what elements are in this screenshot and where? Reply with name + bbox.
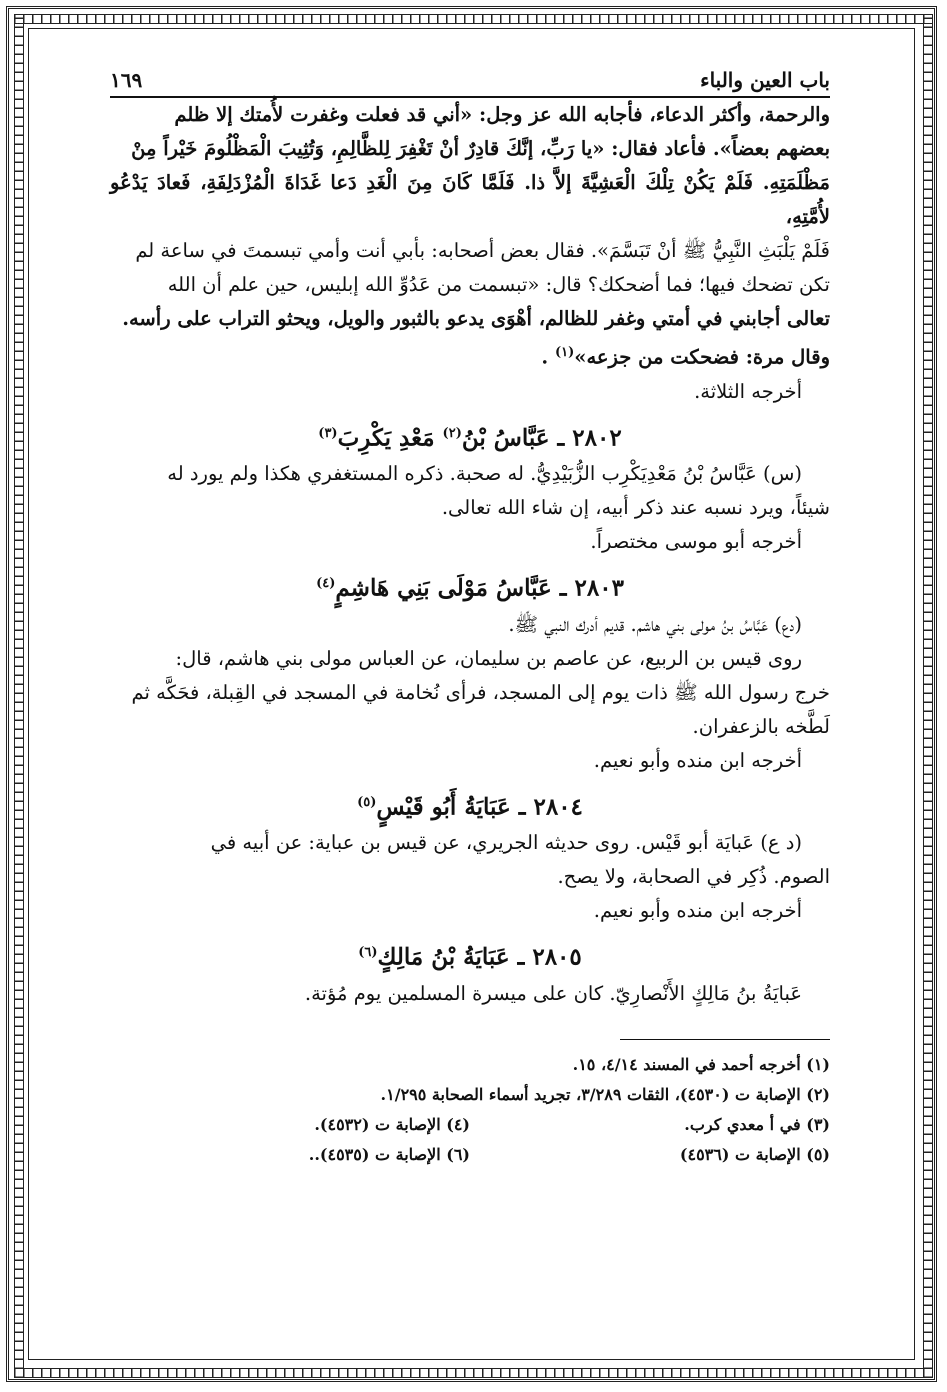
text-line: خرج رسول الله ﷺ ذات يوم إلى المسجد، فرأى نُخامة في المسجد في القِبلة، فحَكَّه ثم — [131, 680, 830, 704]
footnote-ref: (٥) — [357, 794, 377, 810]
footnotes — [110, 1050, 830, 1170]
text-fragment: وقال مرة: فضحكت من جزعه» — [574, 345, 830, 369]
entry-name: عَبَّاسُ بْنُ — [461, 424, 550, 452]
footnote: (٣) في أ معدي كرب. — [684, 1115, 830, 1135]
text-line: تعالى أجابني في أمتي وغفر للظالم، أهْوَى يدعو بالثبور والويل، ويحثو التراب على رأسه. — [122, 307, 830, 330]
footnote: (١) أخرجه أحمد في المسند ٤/١٤، ١٥. — [572, 1055, 830, 1075]
footnote: (٤) الإصابة ت (٤٥٣٢). — [314, 1115, 470, 1135]
footnote: (٢) الإصابة ت (٤٥٣٠)، الثقات ٣/٢٨٩، تجريد أسماء الصحابة ١/٢٩٥. — [380, 1085, 830, 1105]
footnote: (٥) الإصابة ت (٤٥٣٦) — [679, 1145, 830, 1165]
footnote-row — [110, 1140, 830, 1170]
entry-heading: ٢٨٠٤ ـ عَبَايَةُ أَبُو قَيْسٍ$^{(٥)}$ — [357, 793, 583, 821]
footnote-ref: (٢) — [442, 425, 462, 441]
text-line: بعضهم بعضاً». فأعاد فقال: «يا رَبِّ، إنَّكَ قادِرٌ أنْ تَغْفِرَ لِلظَّالِمِ، وَتُثِيبَ الْمَظْلُومَ خَيْراً مِنْ — [131, 137, 830, 160]
footnote-ref: (١) — [554, 345, 575, 360]
takhrij-line: أخرجه أبو موسى مختصراً. — [590, 530, 802, 554]
page-content — [110, 68, 830, 1170]
footnote-ref: (٣) — [318, 425, 338, 441]
text-line: (س) عَبَّاسُ بْنُ مَعْدِيَكْرِب الزُّبَيْدِيُّ. له صحبة. ذكره المستغفري هكذا ولم يورد له — [167, 462, 802, 486]
page-number: ١٦٩ — [110, 68, 143, 92]
footnote-ref: (٤) — [316, 576, 336, 592]
footnote: (٦) الإصابة ت (٤٥٣٥).. — [308, 1145, 470, 1165]
entry-heading: ٢٨٠٢ ـ عَبَّاسُ بْنُ$^{(٢)}$ مَعْدِ يَكْرِبَ$^{(٣)}$ — [318, 424, 622, 452]
entry-name: مَعْدِ يَكْرِبَ — [337, 424, 435, 452]
entry-name: عَبَايَةُ بْنُ مَالِكٍ — [377, 944, 510, 972]
entry-heading: ٢٨٠٥ ـ عَبَايَةُ بْنُ مَالِكٍ$^{(٦)}$ — [358, 944, 582, 972]
footnote-ref: (٦) — [358, 945, 378, 961]
main-text — [110, 98, 830, 1011]
chapter-title: باب العين والباء — [700, 68, 830, 92]
text-line: الصوم. ذُكِر في الصحابة، ولا يصح. — [557, 865, 830, 889]
text-line: تكن تضحك فيها؛ فما أضحكك؟ قال: «تبسمت من عَدُوِّ الله إبليس، حين علم أن الله — [167, 273, 830, 296]
running-header — [110, 68, 830, 98]
entry-number: ٢٨٠٢ — [572, 424, 622, 452]
text-line: مَظْلَمَتِهِ. فَلَمْ يَكُنْ تِلْكَ الْعَشِيَّةَ إلاَّ ذا. فَلَمَّا كَانَ مِنَ الْغَدِ دَعا غَدَاةَ الْمُزْدَلِفَةِ، فَعادَ يَدْعُو لأُمَّتِهِ، — [110, 171, 830, 228]
entry-heading: ٢٨٠٣ ـ عَبَّاسُ مَوْلَى بَنِي هَاشِمٍ$^{(٤)}$ — [316, 574, 624, 602]
entry-number: ٢٨٠٥ — [532, 944, 582, 972]
text-line: وقال مرة: فضحكت من جزعه»$^{(١)}$ . — [541, 345, 830, 369]
entry-name: عَبَايَةُ أَبُو قَيْسٍ — [376, 793, 511, 821]
text-line: عَبايَةُ بنُ مَالِكٍ الأَنْصارِيّ. كان على ميسرة المسلمين يوم مُؤتة. — [304, 982, 802, 1006]
entry-number: ٢٨٠٤ — [533, 793, 583, 821]
text-line: فَلَمْ يَلْبَثِ النَّبِيُّ ﷺ أنْ تَبَسَّمَ». فقال بعض أصحابه: بأبي أنت وأمي تبسمتَ في ساعة لم — [135, 239, 830, 262]
text-line: والرحمة، وأكثر الدعاء، فأجابه الله عز وجل: «أني قد فعلت وغفرت لأُمتك إلا ظلم — [174, 103, 830, 126]
footnote-divider — [620, 1039, 830, 1040]
text-line: (دع) عَبَّاسُ بنُ مولى بني هاشم. قديم أدرك النبي ﷺ. — [508, 612, 802, 636]
text-line: شيئاً، ويرد نسبه عند ذكر أبيه، إن شاء الله تعالى. — [441, 496, 830, 520]
entry-name: عَبَّاسُ مَوْلَى بَنِي هَاشِمٍ — [335, 574, 552, 602]
takhrij-line: أخرجه ابن منده وأبو نعيم. — [593, 748, 802, 772]
text-line: روى قيس بن الربيع، عن عاصم بن سليمان، عن العباس مولى بني هاشم، قال: — [175, 646, 802, 670]
text-line: (د ع) عَبايَة أبو قَيْس. روى حديثه الجريري، عن قيس بن عباية: عن أبيه في — [210, 831, 802, 855]
footnote-row — [110, 1110, 830, 1140]
entry-number: ٢٨٠٣ — [574, 574, 624, 602]
text-line: لَطَّخه بالزعفران. — [692, 714, 830, 738]
takhrij-line: أخرجه الثلاثة. — [694, 379, 802, 403]
takhrij-line: أخرجه ابن منده وأبو نعيم. — [593, 899, 802, 923]
